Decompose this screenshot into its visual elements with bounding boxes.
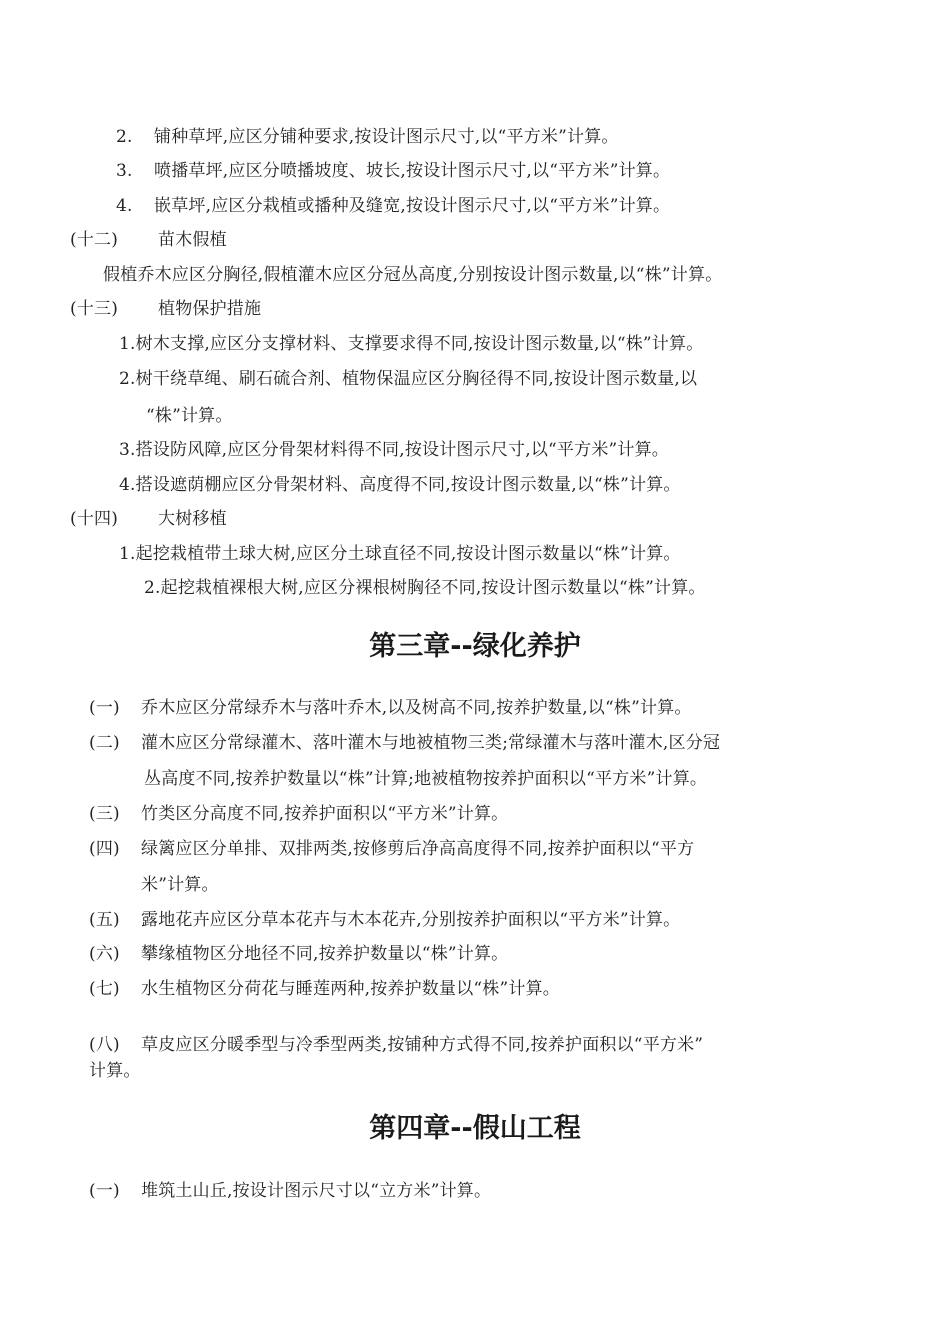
- chapter-item: [89, 909, 680, 931]
- item-number: 2.: [116, 127, 133, 147]
- chapter-item-continuation: 丛高度不同,按养护数量以“株”计算;地被植物按养护面积以“平方米”计算。: [144, 769, 708, 789]
- item-text: 堆筑土山丘,按设计图示尺寸以“立方米”计算。: [141, 1181, 492, 1201]
- lawn-item: [116, 160, 670, 182]
- item-text: 乔木应区分常绿乔木与落叶乔木,以及树高不同,按养护数量,以“株”计算。: [141, 698, 692, 718]
- section-title: 大树移植: [158, 509, 227, 529]
- section-heading: [70, 229, 227, 251]
- item-number: (六): [89, 944, 120, 964]
- item-text: 灌木应区分常绿灌木、落叶灌木与地被植物三类;常绿灌木与落叶灌木,区分冠: [141, 733, 721, 753]
- chapter-item-continuation: 米”计算。: [141, 875, 219, 895]
- item-number: (三): [89, 804, 120, 824]
- lawn-item: [116, 195, 670, 217]
- chapter-title: 第四章--假山工程: [369, 1113, 581, 1144]
- chapter-item: [89, 943, 508, 965]
- chapter-item: [89, 838, 694, 860]
- chapter-item: [89, 978, 560, 1000]
- chapter-item: [89, 732, 720, 754]
- item-number: (七): [89, 979, 120, 999]
- section-title: 苗木假植: [158, 230, 227, 250]
- item-text: 嵌草坪,应区分栽植或播种及缝宽,按设计图示尺寸,以“平方米”计算。: [154, 196, 671, 216]
- item-text: 水生植物区分荷花与睡莲两种,按养护数量以“株”计算。: [141, 979, 560, 999]
- chapter-item-continuation: 计算。: [89, 1061, 141, 1081]
- item-text: 攀缘植物区分地径不同,按养护数量以“株”计算。: [141, 944, 509, 964]
- list-item: 4.搭设遮荫棚应区分骨架材料、高度得不同,按设计图示数量,以“株”计算。: [119, 475, 681, 495]
- section-heading: [70, 508, 227, 530]
- item-text: 露地花卉应区分草本花卉与木本花卉,分别按养护面积以“平方米”计算。: [141, 910, 681, 930]
- item-text: 铺种草坪,应区分铺种要求,按设计图示尺寸,以“平方米”计算。: [154, 127, 619, 147]
- lawn-item: [116, 126, 619, 148]
- item-text: 绿篱应区分单排、双排两类,按修剪后净高高度得不同,按养护面积以“平方: [141, 839, 695, 859]
- item-number: (五): [89, 910, 120, 930]
- section-number: (十四): [70, 509, 119, 529]
- section-number: (十二): [70, 230, 119, 250]
- chapter-item: [89, 803, 508, 825]
- item-number: (四): [89, 839, 120, 859]
- item-number: (一): [89, 698, 120, 718]
- item-text: 竹类区分高度不同,按养护面积以“平方米”计算。: [141, 804, 509, 824]
- item-text: 喷播草坪,应区分喷播坡度、坡长,按设计图示尺寸,以“平方米”计算。: [154, 161, 671, 181]
- list-item: 2.树干绕草绳、刷石硫合剂、植物保温应区分胸径得不同,按设计图示数量,以: [119, 369, 698, 389]
- list-item: 1.树木支撑,应区分支撑材料、支撑要求得不同,按设计图示数量,以“株”计算。: [119, 334, 704, 354]
- section-number: (十三): [70, 299, 119, 319]
- chapter-item: [89, 1180, 491, 1202]
- list-item: 3.搭设防风障,应区分骨架材料得不同,按设计图示尺寸,以“平方米”计算。: [119, 440, 670, 460]
- section-heading: [70, 298, 261, 320]
- chapter-title: 第三章--绿化养护: [369, 631, 581, 662]
- item-number: (二): [89, 733, 120, 753]
- item-number: (一): [89, 1181, 120, 1201]
- item-text: 草皮应区分暖季型与冷季型两类,按铺种方式得不同,按养护面积以“平方米”: [141, 1035, 704, 1055]
- section-title: 植物保护措施: [158, 299, 262, 319]
- item-number: (八): [89, 1035, 120, 1055]
- list-item: 1.起挖栽植带土球大树,应区分土球直径不同,按设计图示数量以“株”计算。: [119, 544, 681, 564]
- paragraph: 假植乔木应区分胸径,假植灌木应区分冠丛高度,分别按设计图示数量,以“株”计算。: [103, 265, 723, 285]
- item-number: 4.: [116, 196, 133, 216]
- item-number: 3.: [116, 161, 133, 181]
- chapter-item: [89, 697, 692, 719]
- chapter-item: [89, 1034, 703, 1056]
- list-item-continuation: “株”计算。: [146, 406, 233, 426]
- list-item: 2.起挖栽植裸根大树,应区分裸根树胸径不同,按设计图示数量以“株”计算。: [144, 578, 706, 598]
